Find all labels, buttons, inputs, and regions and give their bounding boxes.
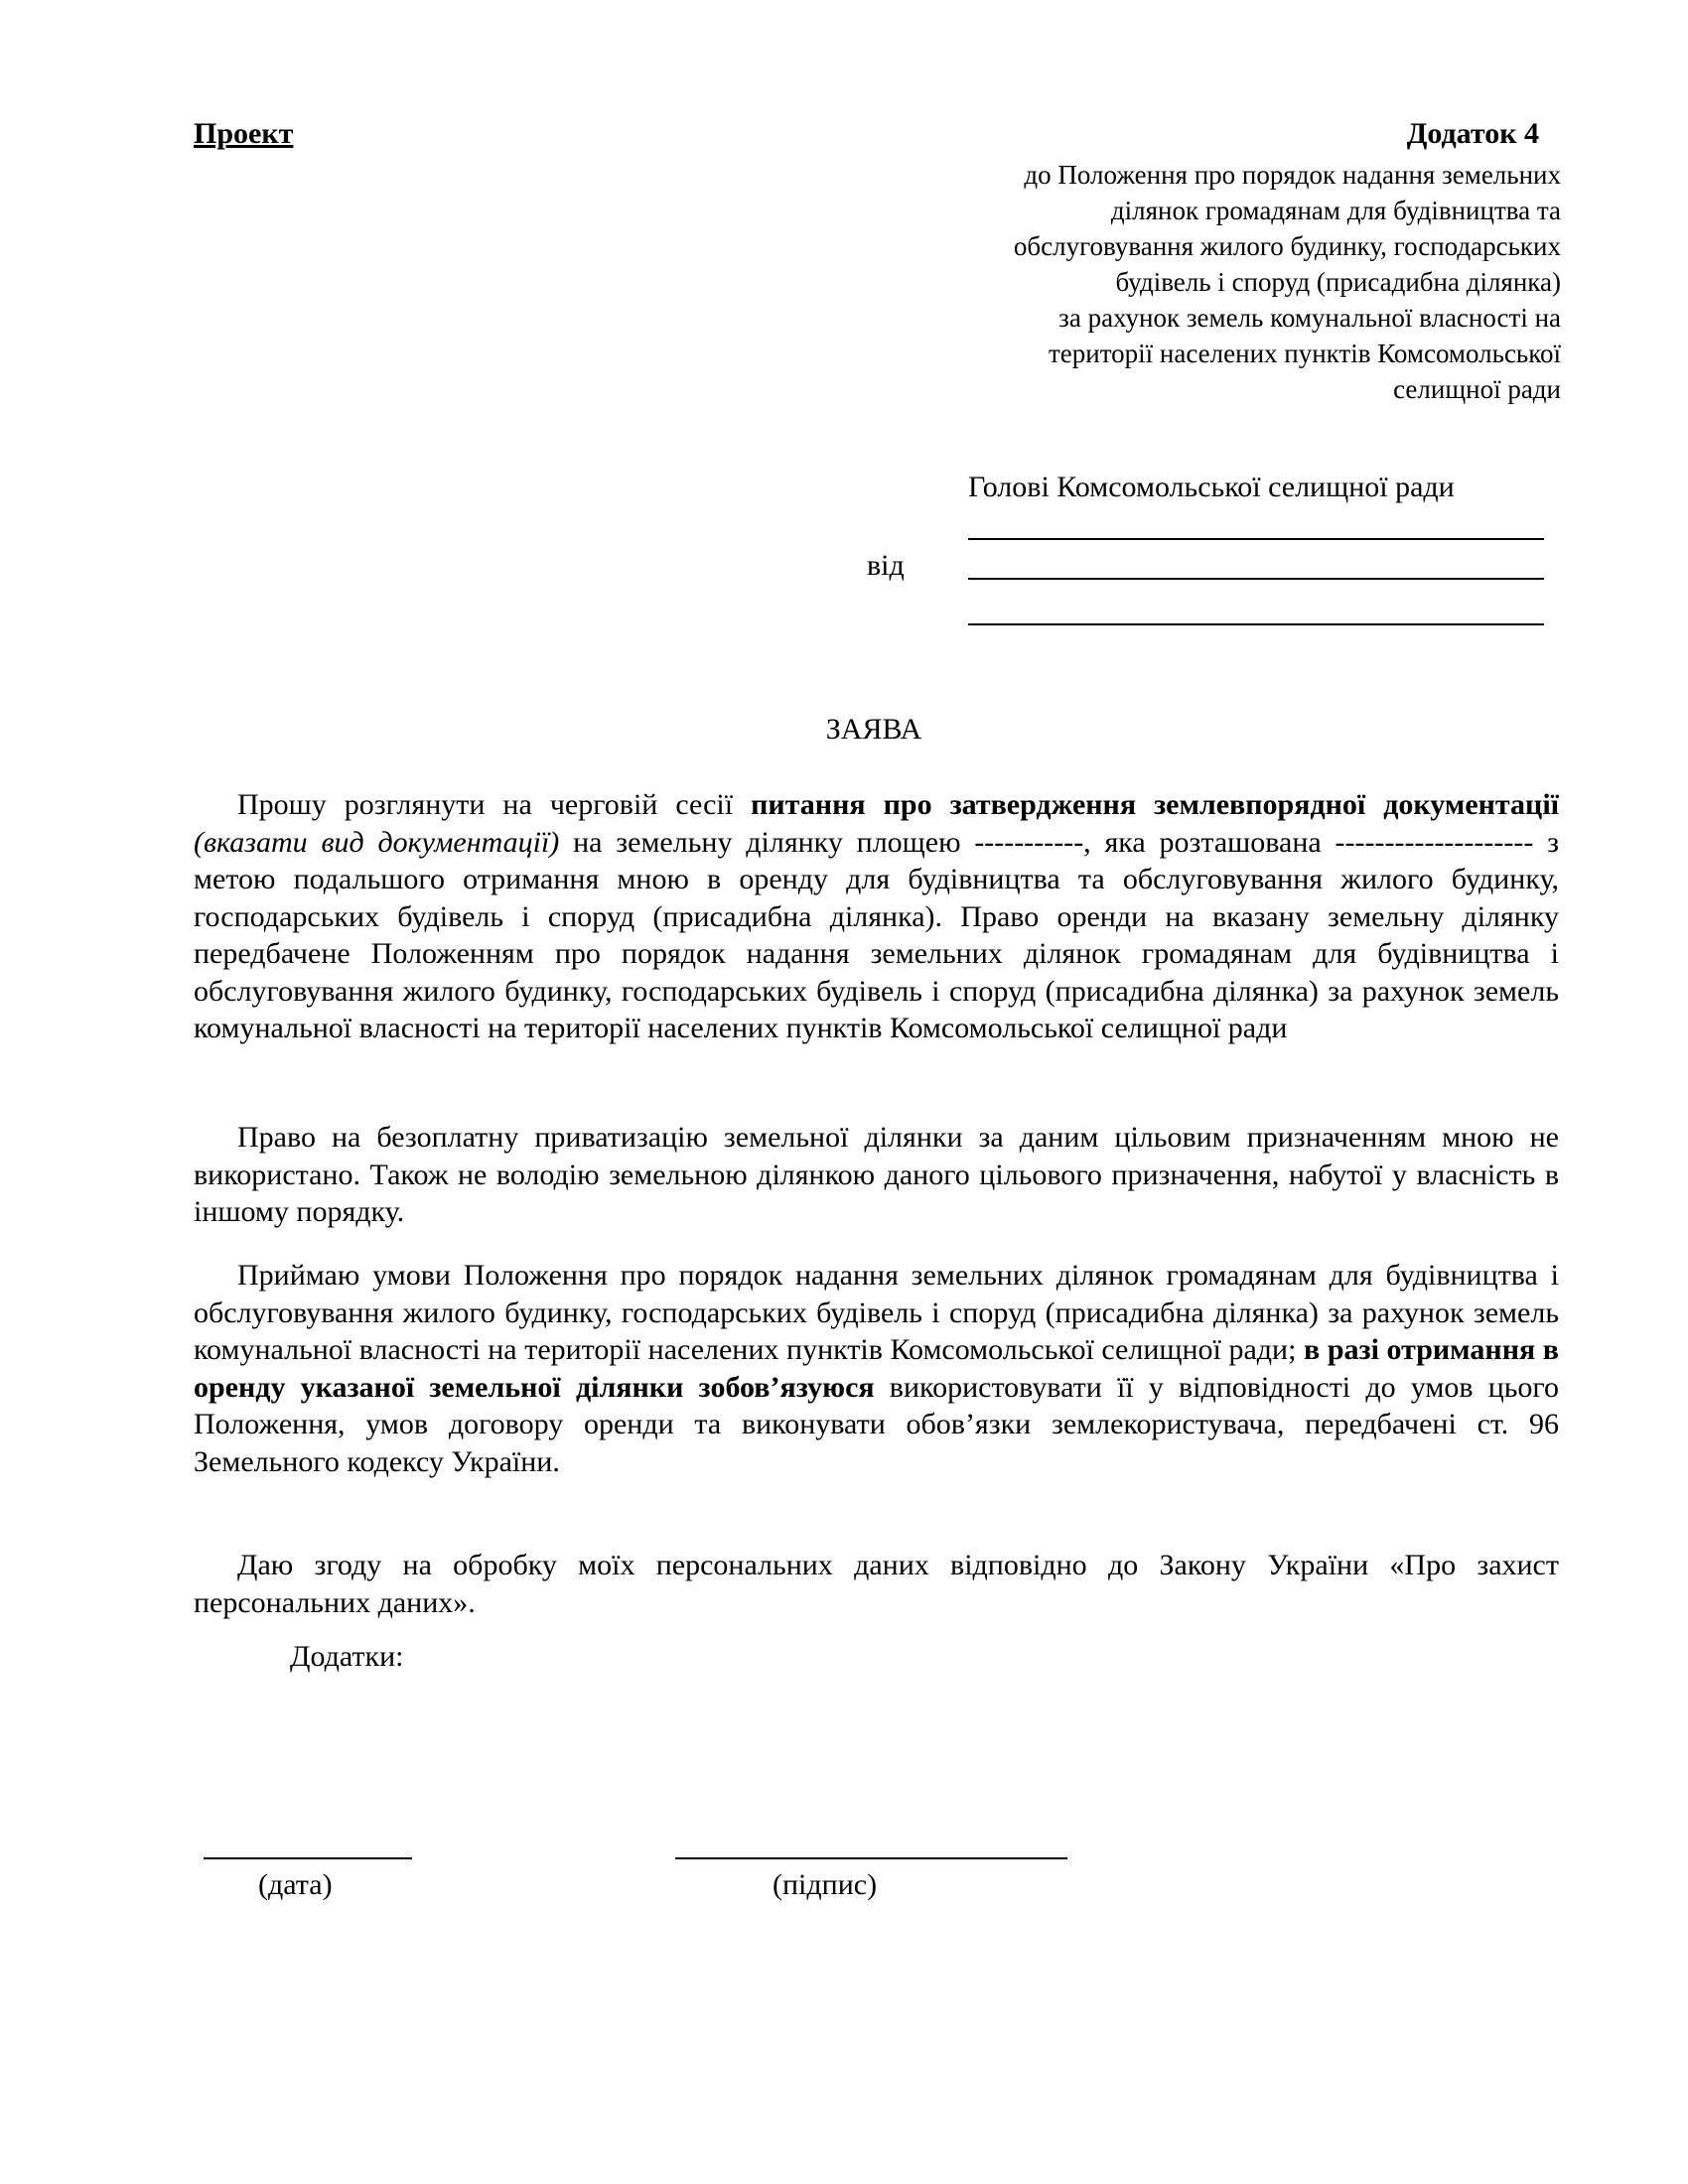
addressee-blank-line: [968, 623, 1544, 625]
appendix-line: ділянок громадянам для будівництва та: [1110, 196, 1561, 225]
appendix-description: [894, 157, 1561, 407]
paragraph-bold-text: питання про затвердження землевпорядної документації: [751, 788, 1559, 821]
paragraph-bold-text: в разі отримання в оренду указаної земельної ділянки зобов’язуюся: [194, 1333, 1559, 1404]
appendix-line: до Положення про порядок надання земельних: [1024, 160, 1561, 190]
paragraph-conditions: [194, 1257, 1559, 1480]
signature-label: (підпис): [773, 1868, 878, 1901]
paragraph-text: використовувати її у відповідності до умов цього Положення, умов договору оренди та виконувати обов’язки землекористувача, передбачені ст. 96 Земельного кодексу України.: [194, 1370, 1559, 1478]
paragraph-request: [194, 786, 1559, 1047]
signature-blank-line: [675, 1857, 1067, 1859]
paragraph-privatization: Право на безоплатну приватизацію земельної ділянки за даним цільовим призначенням мною не використано. Також не володію земельною ділянкою даного цільового призначення, набутої у власність в іншому порядку.: [194, 1121, 1559, 1228]
from-label: від: [867, 549, 905, 582]
paragraph-text: Приймаю умови Положення про порядок надання земельних ділянок громадянам для будівництва і обслуговування жилого будинку, господарських будівель і споруд (присадибна ділянка) за рахунок земель комунальної власності на території населених пунктів Комсомольської селищної ради;: [194, 1259, 1559, 1366]
date-blank-line: [204, 1857, 412, 1859]
appendix-line: будівель і споруд (присадибна ділянка): [1115, 267, 1561, 297]
appendix-line: за рахунок земель комунальної власності на: [1058, 303, 1561, 333]
appendix-line: селищної ради: [1393, 374, 1561, 404]
date-label: (дата): [258, 1868, 333, 1901]
appendix-label: Додаток 4: [1406, 117, 1539, 150]
document-title: ЗАЯВА: [825, 713, 922, 746]
paragraph-text: на земельну ділянку площею -----------, яка розташована -------------------- з метою подальшого отримання мною в оренду для будівництва та обслуговування жилого будинку, господарських будівель і споруд (присадибна ділянка). Право оренди на вказану земельну ділянку передбачене Положенням про порядок надання земельних ділянок громадянам для будівництва і обслуговування жилого будинку, господарських будівель і споруд (присадибна ділянка) за рахунок земель комунальної власності на території населених пунктів Комсомольської селищної ради: [194, 825, 1559, 1044]
paragraph-consent: Даю згоду на обробку моїх персональних даних відповідно до Закону України «Про захист персональних даних».: [194, 1549, 1559, 1619]
addressee-blank-line: [968, 538, 1544, 540]
appendix-line: обслуговування жилого будинку, господарських: [1013, 231, 1561, 261]
paragraph-italic-text: (вказати вид документації): [194, 825, 560, 859]
appendix-line: території населених пунктів Комсомольської: [1049, 339, 1561, 368]
paragraph-text: Прошу розглянути на черговій сесії: [237, 788, 752, 821]
attachments-label: Додатки:: [290, 1640, 404, 1673]
addressee-to: Голові Комсомольської селищної ради: [968, 471, 1455, 503]
addressee-blank-line: [968, 578, 1544, 580]
project-label: Проект: [194, 117, 294, 150]
